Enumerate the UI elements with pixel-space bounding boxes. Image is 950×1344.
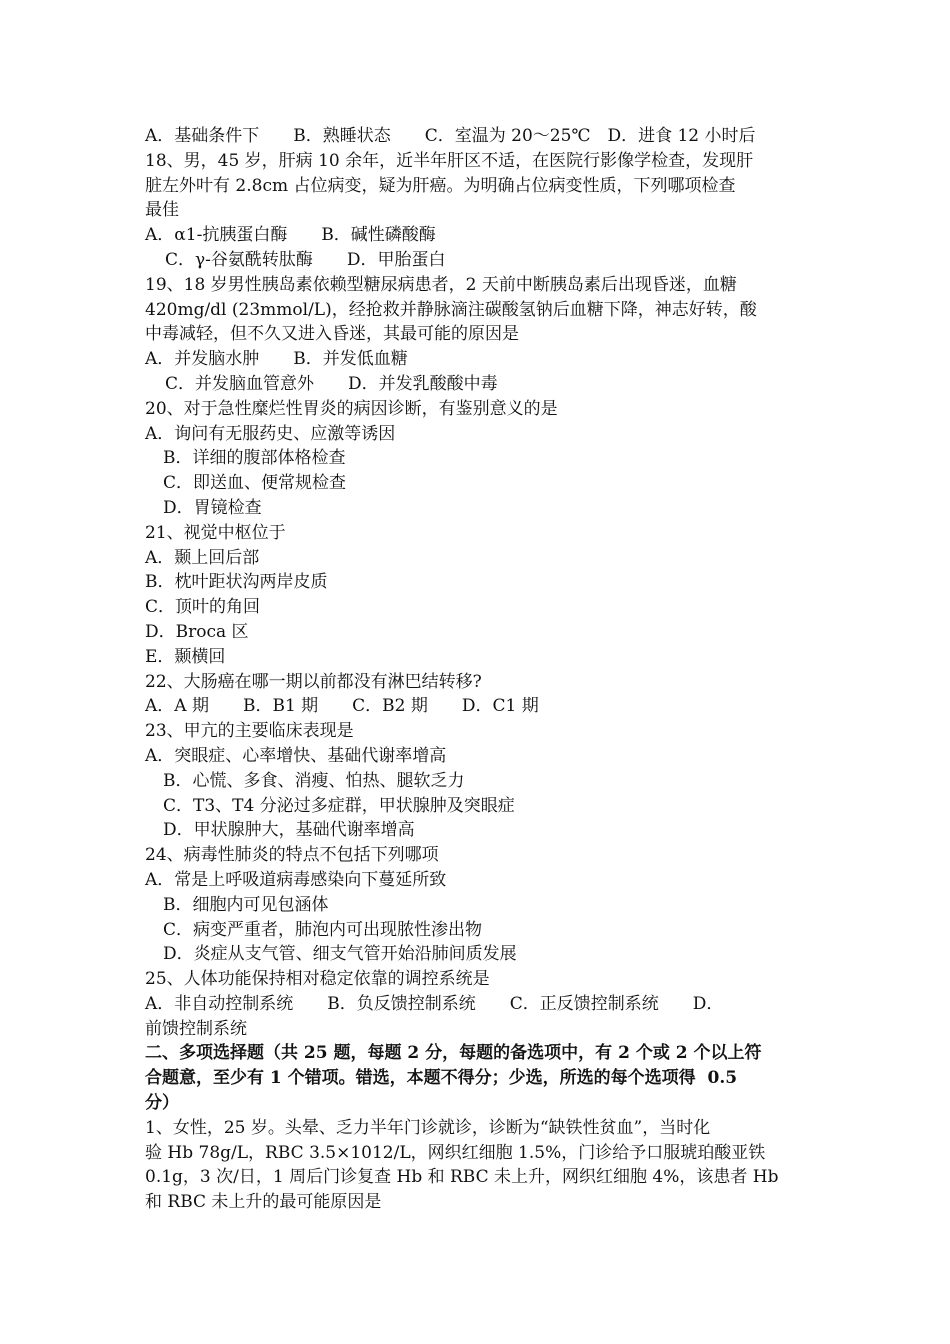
q21-option-d: D．Broca 区 [145, 621, 249, 642]
q21-option-b: B．枕叶距状沟两岸皮质 [145, 572, 328, 593]
q23-option-d: D．甲状腺肿大，基础代谢率增高 [163, 820, 415, 841]
q21-option-a: A．颞上回后部 [145, 547, 260, 568]
q22-options: A．A 期 B．B1 期 C．B2 期 D．C1 期 [145, 696, 539, 717]
q20-option-c: C．即送血、便常规检查 [163, 473, 347, 494]
mq1-stem-line3: 0.1g，3 次/日，1 周后门诊复查 Hb 和 RBC 未上升，网织红细胞 4%，该患者 Hb [145, 1167, 779, 1188]
q24-option-d: D．炎症从支气管、细支气管开始沿肺间质发展 [163, 944, 517, 965]
q23-option-a: A．突眼症、心率增快、基础代谢率增高 [145, 745, 447, 766]
q21-option-e: E．颞横回 [145, 646, 226, 667]
q20-option-b: B．详细的腹部体格检查 [163, 448, 346, 469]
section-title-line2: 合题意，至少有 1 个错项。错选，本题不得分；少选，所选的每个选项得 0.5 [145, 1068, 738, 1089]
q20-option-d: D．胃镜检查 [163, 497, 262, 518]
mq1-stem-line1: 1、女性，25 岁。头晕、乏力半年门诊就诊，诊断为“缺铁性贫血”，当时化 [145, 1117, 711, 1138]
q17-options: A．基础条件下 B．熟睡状态 C．室温为 20～25℃ D．进食 12 小时后 [145, 126, 756, 146]
q21-option-c: C．顶叶的角回 [145, 597, 261, 618]
q25-options-line2: 前馈控制系统 [145, 1018, 247, 1039]
q25-stem: 25、人体功能保持相对稳定依靠的调控系统是 [145, 969, 490, 990]
q18-options-ab: A．α1-抗胰蛋白酶 B．碱性磷酸酶 [145, 225, 436, 246]
q19-stem-line2: 420mg/dl (23mmol/L)，经抢救并静脉滴注碳酸氢钠后血糖下降，神志好转，酸 [145, 299, 757, 320]
q24-option-a: A．常是上呼吸道病毒感染向下蔓延所致 [145, 869, 447, 890]
section-title-line1: 二、多项选择题（共 25 题，每题 2 分，每题的备选项中，有 2 个或 2 个以上符 [145, 1043, 762, 1064]
q20-stem: 20、对于急性糜烂性胃炎的病因诊断，有鉴别意义的是 [145, 398, 558, 419]
q24-option-c: C．病变严重者，肺泡内可出现脓性渗出物 [163, 919, 483, 940]
q25-options-line1: A．非自动控制系统 B．负反馈控制系统 C．正反馈控制系统 D． [145, 993, 724, 1014]
q21-stem: 21、视觉中枢位于 [145, 522, 286, 543]
q19-options-ab: A．并发脑水肿 B．并发低血糖 [145, 349, 408, 370]
section-title-line3: 分） [145, 1093, 179, 1114]
q19-options-cd: C．并发脑血管意外 D．并发乳酸酸中毒 [165, 373, 498, 394]
mq1-stem-line4: 和 RBC 未上升的最可能原因是 [145, 1192, 382, 1213]
q23-stem: 23、甲亢的主要临床表现是 [145, 721, 354, 742]
mq1-stem-line2: 验 Hb 78g/L，RBC 3.5×1012/L，网织红细胞 1.5%，门诊给予口服琥珀酸亚铁 [145, 1142, 766, 1163]
document-page [145, 124, 810, 1215]
q18-stem-line1: 18、男，45 岁，肝病 10 余年，近半年肝区不适，在医院行影像学检查，发现肝 [145, 150, 754, 171]
q19-stem-line3: 中毒减轻，但不久又进入昏迷，其最可能的原因是 [145, 324, 519, 345]
q19-stem-line1: 19、18 岁男性胰岛素依赖型糖尿病患者，2 天前中断胰岛素后出现昏迷，血糖 [145, 274, 737, 295]
q24-option-b: B．细胞内可见包涵体 [163, 894, 329, 915]
q22-stem: 22、大肠癌在哪一期以前都没有淋巴结转移? [145, 671, 482, 692]
q18-options-cd: C．γ-谷氨酰转肽酶 D．甲胎蛋白 [165, 249, 446, 270]
q23-option-c: C．T3、T4 分泌过多症群，甲状腺肿及突眼症 [163, 795, 515, 816]
q18-stem-line2: 脏左外叶有 2.8cm 占位病变，疑为肝癌。为明确占位病变性质，下列哪项检查 [145, 175, 736, 196]
q23-option-b: B．心慌、多食、消瘦、怕热、腿软乏力 [163, 770, 465, 791]
q24-stem: 24、病毒性肺炎的特点不包括下列哪项 [145, 845, 439, 866]
q18-stem-line3: 最佳 [145, 200, 179, 221]
q20-option-a: A．询问有无服药史、应激等诱因 [145, 423, 396, 444]
